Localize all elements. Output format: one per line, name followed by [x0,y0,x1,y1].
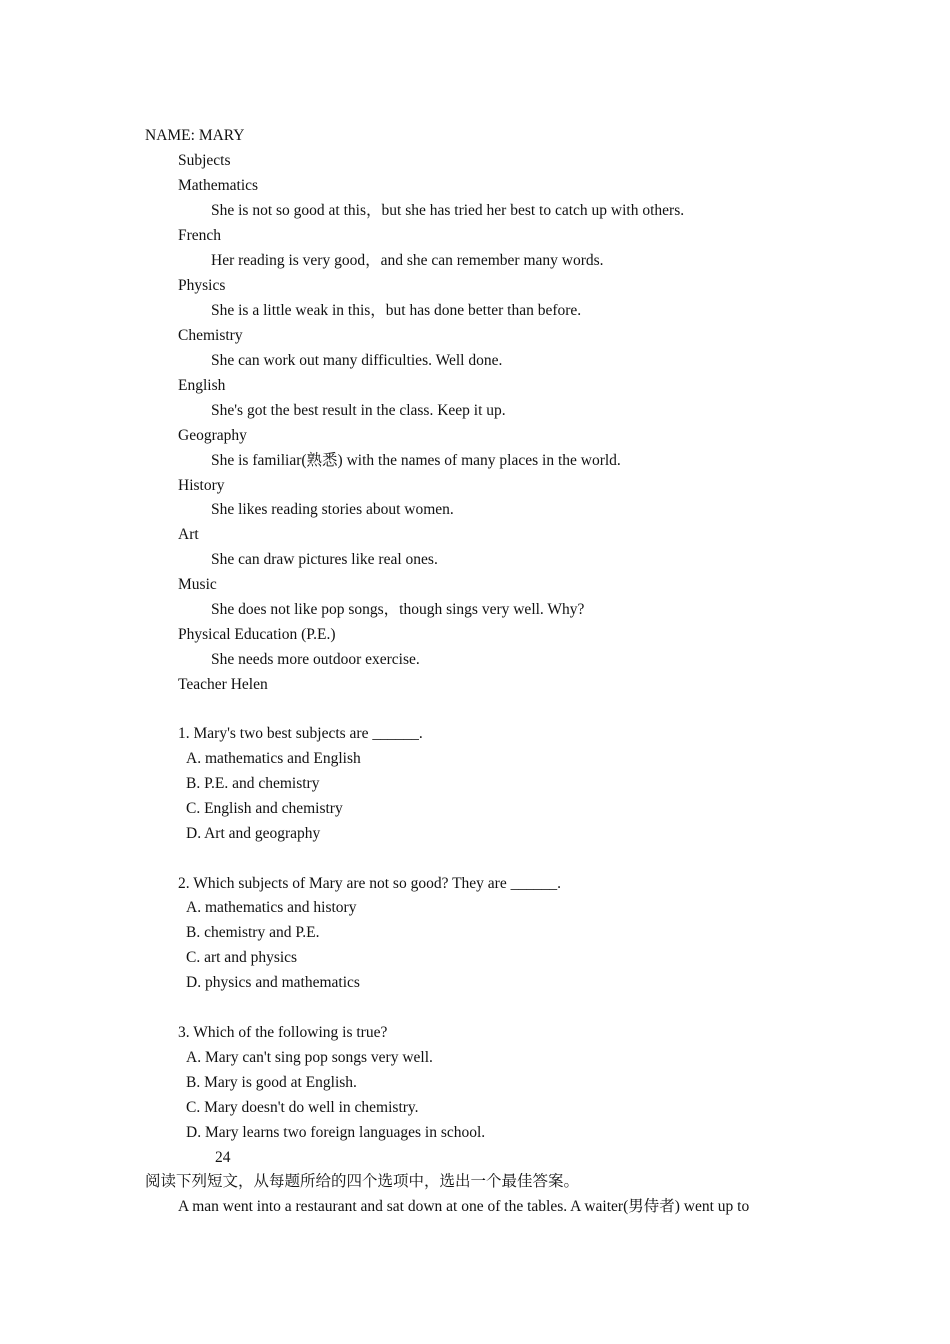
subject-comment: She is familiar(熟悉) with the names of many places in the world. [211,452,621,469]
subject-name: Music [178,576,217,593]
subject-comment: She does not like pop songs，though sings very well. Why? [211,601,585,618]
section-instruction: 阅读下列短文，从每题所给的四个选项中，选出一个最佳答案。 [145,1173,580,1190]
name-line: NAME: MARY [145,127,245,144]
answer-option: B. Mary is good at English. [186,1074,357,1091]
section-number: 24 [215,1149,231,1166]
subject-name: English [178,377,226,394]
answer-option: C. Mary doesn't do well in chemistry. [186,1099,419,1116]
subject-comment: She can draw pictures like real ones. [211,551,438,568]
passage-text: A man went into a restaurant and sat down at one of the tables. A waiter(男侍者) went up to [178,1198,750,1215]
subject-name: Chemistry [178,327,243,344]
subject-name: Physics [178,277,226,294]
answer-option: C. art and physics [186,949,298,966]
subject-comment: She needs more outdoor exercise. [211,651,420,668]
answer-option: C. English and chemistry [186,800,343,817]
question-stem: 2. Which subjects of Mary are not so good? They are ______. [178,875,561,892]
answer-option: D. physics and mathematics [186,974,360,991]
question-stem: 3. Which of the following is true? [178,1024,388,1041]
subject-name: French [178,227,222,244]
subject-comment: She is not so good at this，but she has tried her best to catch up with others. [211,202,685,219]
subjects-heading: Subjects [178,152,231,169]
subject-name: Physical Education (P.E.) [178,626,336,643]
subject-name: Geography [178,427,247,444]
answer-option: B. chemistry and P.E. [186,924,320,941]
subject-comment: She is a little weak in this，but has done better than before. [211,302,582,319]
subject-comment: She can work out many difficulties. Well done. [211,352,503,369]
subject-name: Mathematics [178,177,259,194]
answer-option: B. P.E. and chemistry [186,775,320,792]
answer-option: D. Art and geography [186,825,321,842]
answer-option: A. Mary can't sing pop songs very well. [186,1049,433,1066]
question-stem: 1. Mary's two best subjects are ______. [178,725,423,742]
answer-option: A. mathematics and history [186,899,357,916]
subject-comment: She likes reading stories about women. [211,501,454,518]
answer-option: D. Mary learns two foreign languages in school. [186,1124,486,1141]
signature: Teacher Helen [178,676,268,693]
subject-comment: Her reading is very good，and she can remember many words. [211,252,604,269]
answer-option: A. mathematics and English [186,750,361,767]
subject-name: Art [178,526,199,543]
subject-comment: She's got the best result in the class. Keep it up. [211,402,506,419]
subject-name: History [178,477,225,494]
